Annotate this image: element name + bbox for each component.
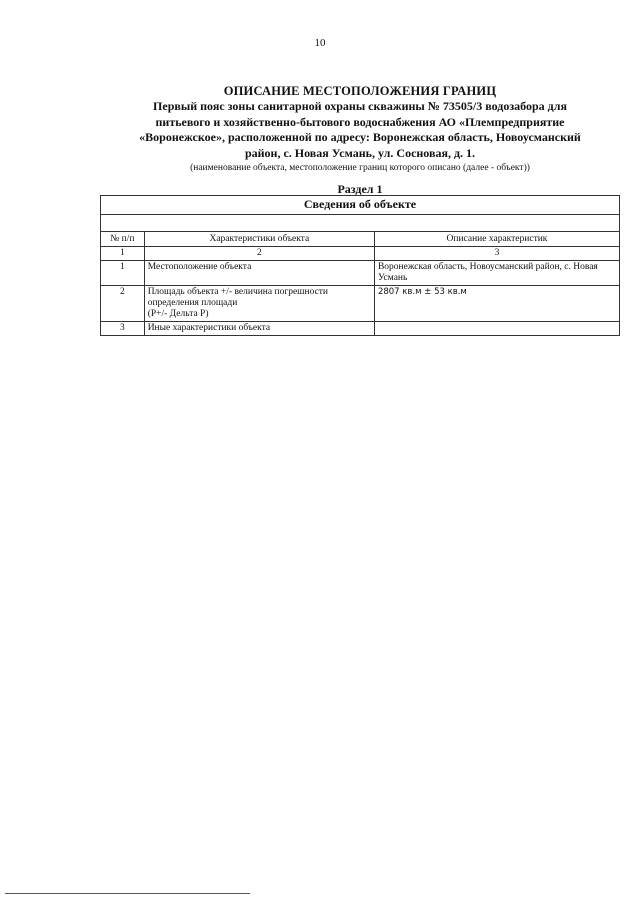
document-subtitle-line-4: район, с. Новая Усмань, ул. Сосновая, д. 1. <box>244 145 476 160</box>
column-header-number: № п/п <box>101 232 145 247</box>
document-subtitle-line-2: питьевого и хозяйственно-бытового водоснабжения АО «Племпредприятие <box>155 114 565 129</box>
table-title-row <box>101 196 620 215</box>
table-spacer-row <box>101 215 620 232</box>
row-characteristic-line-1: Площадь объекта +/- величина погрешности <box>147 287 329 297</box>
document-caption: (наименование объекта, местоположение границ которого описано (далее - объект)) <box>190 163 530 173</box>
column-header-description: Описание характеристик <box>374 232 619 247</box>
column-header-characteristic: Характеристики объекта <box>144 232 374 247</box>
column-number-1: 1 <box>101 247 145 261</box>
row-description: 2807 кв.м ± 53 кв.м <box>374 286 619 322</box>
document-subtitle-line-3: «Воронежское», расположенной по адресу: Воронежская область, Новоусманский <box>139 130 581 144</box>
column-number-2: 2 <box>144 247 374 261</box>
row-description <box>374 322 619 336</box>
table-header-row <box>101 232 620 247</box>
column-number-row <box>101 247 620 261</box>
row-characteristic <box>144 286 374 322</box>
row-description: Воронежская область, Новоусманский район, с. Новая Усмань <box>374 261 619 286</box>
row-number: 2 <box>101 286 145 322</box>
row-number: 1 <box>101 261 145 286</box>
document-heading <box>100 84 620 174</box>
row-characteristic-line-2: определения площади <box>147 298 238 308</box>
row-characteristic: Иные характеристики объекта <box>144 322 374 336</box>
footnote-divider <box>5 893 250 894</box>
row-characteristic-line-3: (Р+/- Дельта Р) <box>147 309 209 319</box>
table-row <box>101 261 620 286</box>
row-characteristic: Местоположение объекта <box>144 261 374 286</box>
object-info-table <box>100 195 620 336</box>
table-row <box>101 322 620 336</box>
table-spacer-cell <box>101 215 620 232</box>
column-number-3: 3 <box>374 247 619 261</box>
document-title: ОПИСАНИЕ МЕСТОПОЛОЖЕНИЯ ГРАНИЦ <box>223 84 497 98</box>
row-number: 3 <box>101 322 145 336</box>
table-title: Сведения об объекте <box>101 196 620 215</box>
table-row <box>101 286 620 322</box>
section-title: Раздел 1 <box>337 182 383 196</box>
page-number: 10 <box>314 37 326 49</box>
document-subtitle-line-1: Первый пояс зоны санитарной охраны скважины № 73505/3 водозабора для <box>153 99 567 113</box>
